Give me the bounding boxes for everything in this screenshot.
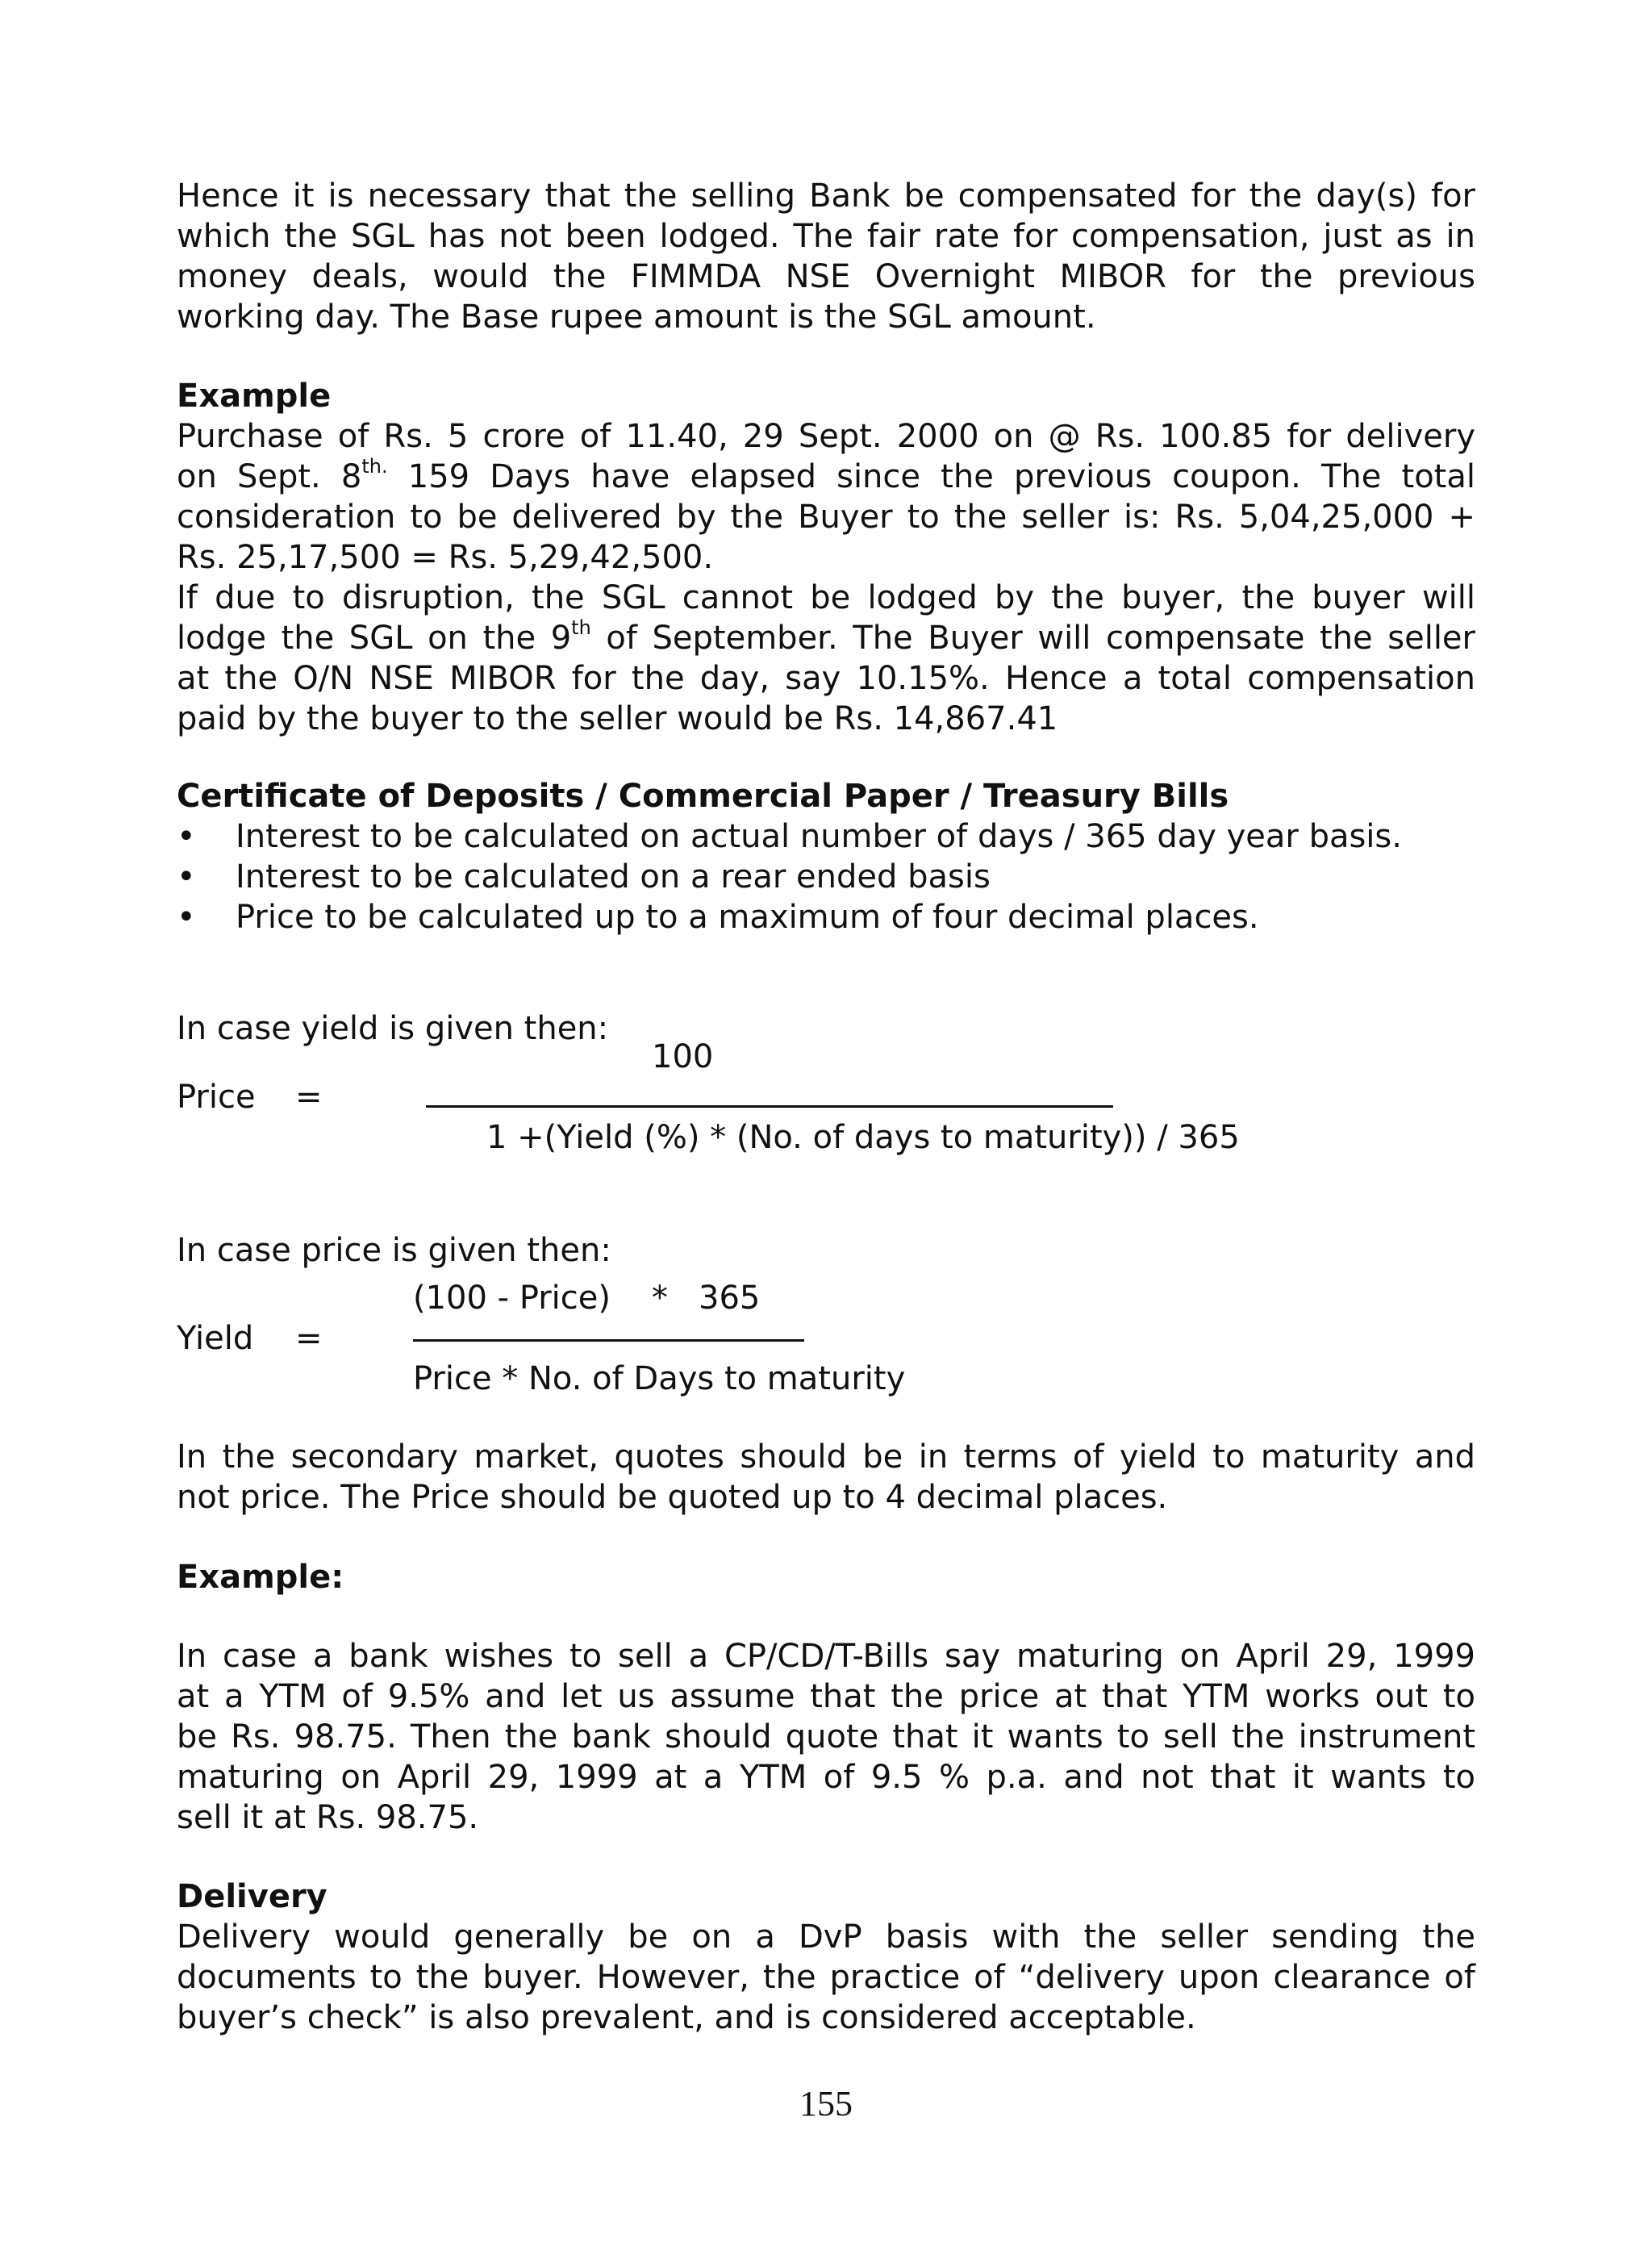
list-item-text: Price to be calculated up to a maximum of four decimal places.: [236, 899, 1259, 936]
text-line: be Rs. 98.75. Then the bank should quote that it wants to sell the instrument: [177, 1718, 1475, 1756]
page-number: 155: [799, 2084, 853, 2123]
example-heading: Example: [177, 378, 332, 415]
text-line: at the O/N NSE MIBOR for the day, say 10.15%. Hence a total compensation: [177, 660, 1475, 697]
example2-paragraph: [177, 1636, 1475, 1838]
price-fraction-bar: [426, 1105, 1113, 1108]
list-item-text: Interest to be calculated on a rear ended basis: [236, 858, 991, 896]
text-line: working day. The Base rupee amount is the SGL amount.: [177, 299, 1096, 336]
price-denominator: 1 +(Yield (%) * (No. of days to maturity)) / 365: [486, 1119, 1240, 1156]
cd-section-heading: Certificate of Deposits / Commercial Paper / Treasury Bills: [177, 778, 1229, 815]
example-paragraph: [177, 416, 1475, 739]
list-item: [177, 816, 1475, 857]
text-line: paid by the buyer to the seller would be Rs. 14,867.41: [177, 700, 1058, 737]
example2-heading: Example:: [177, 1559, 344, 1596]
text-line: documents to the buyer. However, the practice of “delivery upon clearance of: [177, 1959, 1475, 1996]
yield-fraction-bar: [413, 1339, 804, 1342]
text-line: Purchase of Rs. 5 crore of 11.40, 29 Sept. 2000 on @ Rs. 100.85 for delivery: [177, 418, 1475, 455]
text-line: sell it at Rs. 98.75.: [177, 1799, 479, 1836]
intro-paragraph: [177, 176, 1475, 337]
list-item-text: Interest to be calculated on actual number of days / 365 day year basis.: [236, 818, 1402, 855]
text-line: buyer’s check” is also prevalent, and is considered acceptable.: [177, 1999, 1196, 2036]
text-line: Rs. 25,17,500 = Rs. 5,29,42,500.: [177, 539, 714, 576]
text-line: consideration to be delivered by the Buyer to the seller is: Rs. 5,04,25,000 +: [177, 499, 1475, 536]
price-equals: =: [295, 1079, 323, 1116]
text-fragment: on Sept. 8: [177, 458, 362, 495]
text-line: In the secondary market, quotes should be in terms of yield to maturity and: [177, 1438, 1475, 1476]
yield-formula-intro: In case price is given then:: [177, 1232, 611, 1269]
list-item: [177, 897, 1475, 937]
cd-bullet-list: [177, 816, 1475, 937]
text-line: money deals, would the FIMMDA NSE Overnight MIBOR for the previous: [177, 258, 1475, 295]
text-fragment: 159 Days have elapsed since the previous coupon. The total: [387, 458, 1475, 495]
bullet-icon: •: [177, 858, 196, 896]
text-line: which the SGL has not been lodged. The fair rate for compensation, just as in: [177, 218, 1475, 255]
yield-numerator: (100 - Price) * 365: [413, 1280, 761, 1317]
text-line: not price. The Price should be quoted up to 4 decimal places.: [177, 1479, 1168, 1516]
delivery-paragraph: [177, 1917, 1475, 2038]
text-line: If due to disruption, the SGL cannot be lodged by the buyer, the buyer will: [177, 579, 1475, 616]
bullet-icon: •: [177, 818, 196, 855]
bullet-icon: •: [177, 899, 196, 936]
delivery-heading: Delivery: [177, 1878, 327, 1915]
yield-label: Yield: [177, 1320, 254, 1357]
text-line: In case a bank wishes to sell a CP/CD/T-Bills say maturing on April 29, 1999: [177, 1638, 1475, 1675]
text-line: [177, 457, 1475, 497]
ordinal-suffix: th: [571, 616, 591, 639]
text-line: maturing on April 29, 1999 at a YTM of 9.5 % p.a. and not that it wants to: [177, 1759, 1475, 1796]
yield-denominator: Price * No. of Days to maturity: [413, 1360, 906, 1397]
text-line: Delivery would generally be on a DvP basis with the seller sending the: [177, 1918, 1475, 1956]
secondary-market-paragraph: [177, 1437, 1475, 1518]
text-fragment: of September. The Buyer will compensate the seller: [590, 620, 1475, 657]
text-line: [177, 618, 1475, 658]
price-numerator: 100: [652, 1038, 714, 1075]
price-label: Price: [177, 1079, 256, 1116]
text-fragment: lodge the SGL on the 9: [177, 620, 572, 657]
price-formula-intro: In case yield is given then:: [177, 1010, 609, 1047]
list-item: [177, 857, 1475, 897]
text-line: Hence it is necessary that the selling Bank be compensated for the day(s) for: [177, 177, 1475, 215]
yield-equals: =: [295, 1320, 323, 1357]
ordinal-suffix: th.: [361, 455, 388, 478]
text-line: at a YTM of 9.5% and let us assume that the price at that YTM works out to: [177, 1678, 1475, 1715]
